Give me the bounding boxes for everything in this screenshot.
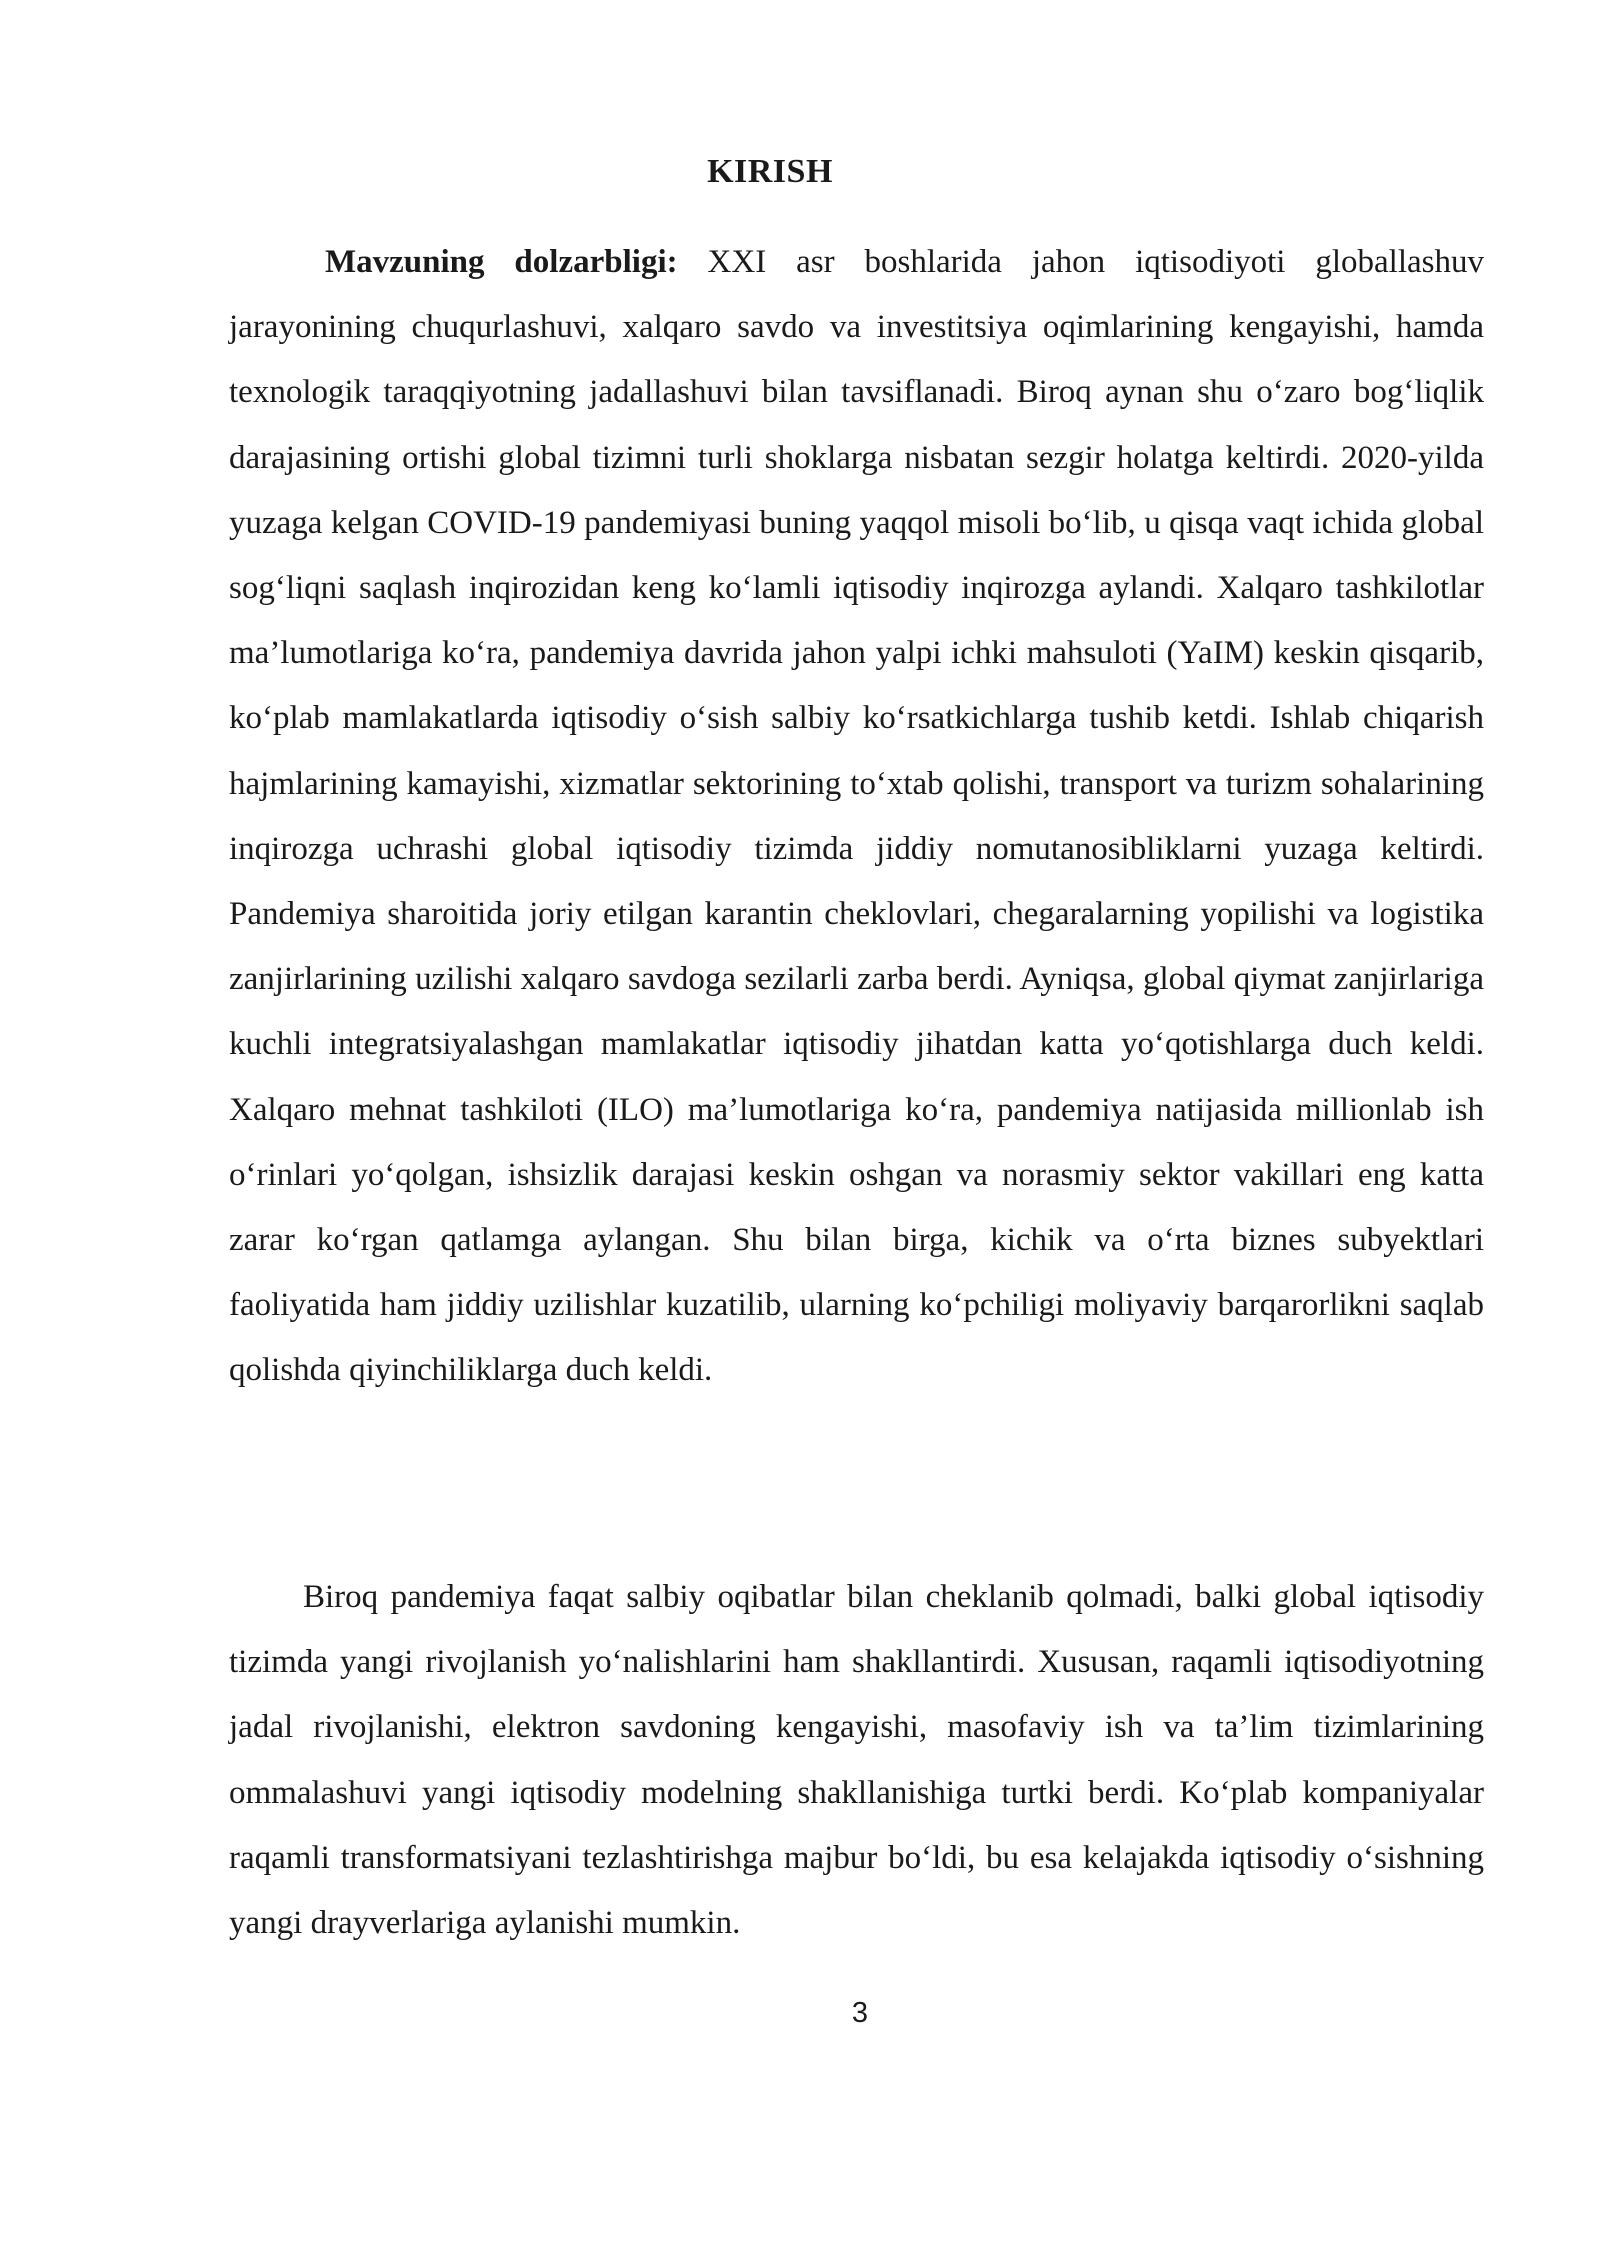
page-number: 3 bbox=[851, 1997, 869, 2029]
section-heading: KIRISH bbox=[707, 153, 833, 190]
paragraph-lead: Mavzuning dolzarbligi: bbox=[325, 244, 678, 280]
paragraph-body: XXI asr boshlarida jahon iqtisodiyoti globallashuv jarayonining chuqurlashuvi, xalqaro savdo va investitsiya oqimlarining kengayishi, hamda texnologik taraqqiyotning jadallashuvi bilan tavsiflanadi. Biroq aynan shu o‘zaro bog‘liqlik darajasining ortishi global tizimni turli shoklarga nisbatan sezgir holatga keltirdi. 2020-yilda yuzaga kelgan COVID-19 pandemiyasi buning yaqqol misoli bo‘lib, u qisqa vaqt ichida global sog‘liqni saqlash inqirozidan keng ko‘lamli iqtisodiy inqirozga aylandi. Xalqaro tashkilotlar ma’lumotlariga ko‘ra, pandemiya davrida jahon yalpi ichki mahsuloti (YaIM) keskin qisqarib, ko‘plab mamlakatlarda iqtisodiy o‘sish salbiy ko‘rsatkichlarga tushib ketdi. Ishlab chiqarish hajmlarining kamayishi, xizmatlar sektorining to‘xtab qolishi, transport va turizm sohalarining inqirozga uchrashi global iqtisodiy tizimda jiddiy nomutanosibliklarni yuzaga keltirdi. Pandemiya sharoitida joriy etilgan karantin cheklovlari, chegaralarning yopilishi va logistika zanjirlarining uzilishi xalqaro savdoga sezilarli zarba berdi. Ayniqsa, global qiymat zanjirlariga kuchli integratsiyalashgan mamlakatlar iqtisodiy jihatdan katta yo‘qotishlarga duch keldi. Xalqaro mehnat tashkiloti (ILO) ma’lumotlariga ko‘ra, pandemiya natijasida millionlab ish o‘rinlari yo‘qolgan, ishsizlik darajasi keskin oshgan va norasmiy sektor vakillari eng katta zarar ko‘rgan qatlamga aylangan. Shu bilan birga, kichik va o‘rta biznes subyektlari faoliyatida ham jiddiy uzilishlar kuzatilib, ularning ko‘pchiligi moliyaviy barqarorlikni saqlab qolishda qiyinchiliklarga duch keldi. bbox=[229, 244, 1485, 1389]
paragraph-relevance bbox=[229, 230, 1484, 1404]
paragraph-digital-economy: Biroq pandemiya faqat salbiy oqibatlar bilan cheklanib qolmadi, balki global iqtisodiy tizimda yangi rivojlanish yo‘nalishlarini ham shakllantirdi. Xususan, raqamli iqtisodiyotning jadal rivojlanishi, elektron savdoning kengayishi, masofaviy ish va ta’lim tizimlarining ommalashuvi yangi iqtisodiy modelning shakllanishiga turtki berdi. Ko‘plab kompaniyalar raqamli transformatsiyani tezlashtirishga majbur bo‘ldi, bu esa kelajakda iqtisodiy o‘sishning yangi drayverlariga aylanishi mumkin. bbox=[229, 1579, 1484, 1942]
